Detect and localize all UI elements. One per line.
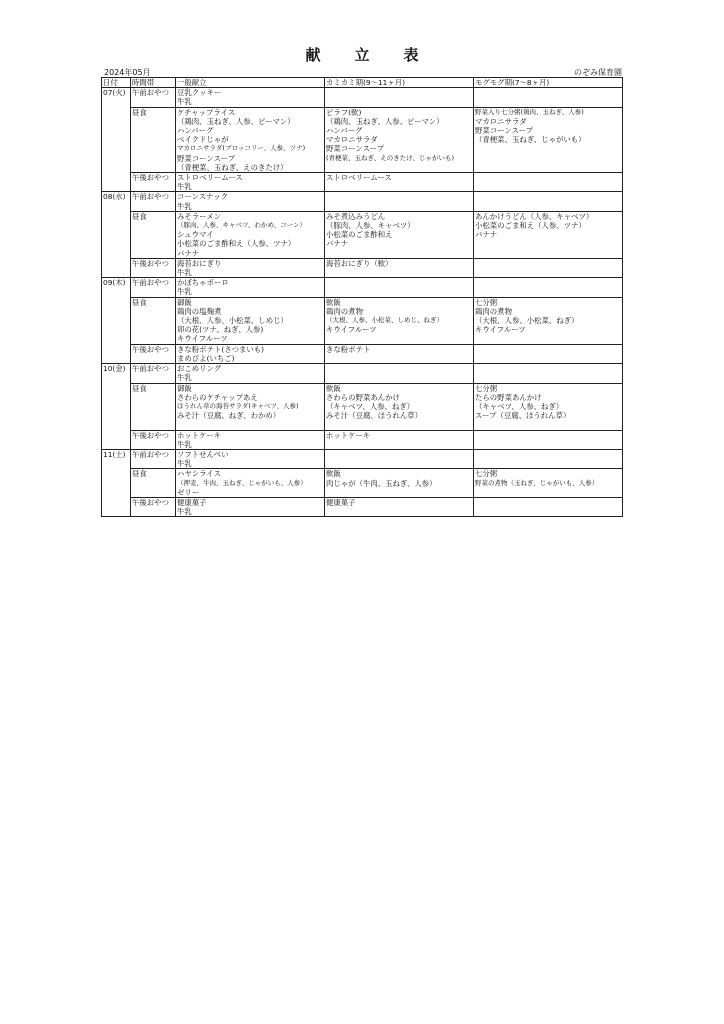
table-row [102, 383, 623, 430]
date-cell: 08(水) [102, 192, 131, 278]
table-row [102, 192, 623, 211]
mogumogu-menu-cell [474, 88, 623, 107]
menu-item-line: 牛乳 [177, 268, 192, 278]
menu-item-line: さわらの野菜あんかけ [326, 392, 400, 402]
menu-item-line: キウイフルーツ [326, 325, 377, 335]
date-cell: 10(金) [102, 364, 131, 450]
time-slot-cell: 午後おやつ [131, 173, 176, 192]
menu-item-line: ホットケーキ [177, 430, 222, 440]
menu-item-line: ゼリー [177, 487, 200, 497]
menu-item-line: バナナ [475, 230, 498, 240]
menu-item-line: ケチャップライス [177, 107, 236, 117]
mogumogu-menu-cell [474, 430, 623, 449]
menu-item-line: ホットケーキ [326, 430, 371, 440]
kamikami-menu-cell [325, 258, 474, 277]
date-cell: 11(土) [102, 449, 131, 516]
menu-item-line: 健康菓子 [177, 497, 207, 507]
menu-item-line: ピラフ(軟) [326, 107, 362, 117]
menu-item-line: かぼちゃボーロ [177, 278, 229, 288]
menu-item-line: 健康菓子 [326, 497, 356, 507]
time-slot-cell: 午後おやつ [131, 344, 176, 363]
menu-item-line: あんかけうどん（人参、キャベツ） [475, 211, 594, 221]
menu-item-line: 小松菜のごま和え（人参、ツナ） [475, 221, 586, 231]
mogumogu-menu-cell [474, 278, 623, 297]
menu-item-line: 御飯 [177, 383, 192, 393]
general-menu-cell [176, 278, 325, 297]
menu-item-line: マカロニサラダ [326, 135, 378, 145]
kamikami-menu-cell [325, 383, 474, 430]
menu-item-line: 野菜入り七分粥(鶏肉、玉ねぎ、人参) [475, 107, 584, 116]
column-header-mogumogu: モグモグ期(7〜8ヶ月) [474, 78, 623, 88]
general-menu-cell [176, 297, 325, 344]
menu-item-line: 七分粥 [475, 469, 498, 479]
menu-item-line: 野菜コーンスープ [177, 153, 236, 163]
kamikami-menu-cell [325, 211, 474, 258]
kamikami-menu-cell [325, 497, 474, 516]
general-menu-cell [176, 344, 325, 363]
menu-item-line: （大根、人参、小松菜、しめじ、ねぎ） [326, 316, 443, 325]
general-menu-cell [176, 383, 325, 430]
table-row [102, 469, 623, 498]
menu-item-line: ベイクドじゃが [177, 135, 229, 145]
menu-table [101, 77, 623, 517]
menu-item-line: 野菜コーンスープ [475, 126, 534, 136]
menu-item-line: 牛乳 [177, 373, 192, 383]
menu-item-line: 小松菜のごま酢和え（人参、ツナ） [177, 239, 296, 249]
menu-item-line: 軟飯 [326, 469, 341, 479]
table-row [102, 211, 623, 258]
menu-item-line: スープ（豆腐、ほうれん草） [475, 411, 571, 421]
menu-item-line: シュウマイ [177, 230, 214, 240]
general-menu-cell [176, 107, 325, 172]
time-slot-cell: 午前おやつ [131, 364, 176, 383]
menu-item-line: キウイフルーツ [177, 334, 228, 344]
menu-item-line: 牛乳 [177, 459, 192, 469]
table-row [102, 88, 623, 107]
time-slot-cell: 午後おやつ [131, 497, 176, 516]
menu-item-line: マカロニサラダ [475, 116, 527, 126]
mogumogu-menu-cell [474, 449, 623, 468]
menu-item-line: （鶏肉、玉ねぎ、人参、ピーマン） [326, 116, 444, 126]
menu-item-line: みそ汁（豆腐、ねぎ、わかめ） [177, 411, 281, 421]
general-menu-cell [176, 449, 325, 468]
time-slot-cell: 昼食 [131, 383, 176, 430]
general-menu-cell [176, 258, 325, 277]
menu-item-line: 鶏肉の煮物 [475, 306, 512, 316]
general-menu-cell [176, 211, 325, 258]
menu-item-line: 豆乳クッキー [177, 88, 222, 98]
menu-item-line: ハンバーグ [177, 126, 214, 136]
table-row [102, 173, 623, 192]
time-slot-cell: 午前おやつ [131, 88, 176, 107]
menu-item-line: 牛乳 [177, 97, 192, 107]
menu-item-line: 海苔おにぎり [177, 258, 222, 268]
mogumogu-menu-cell [474, 383, 623, 430]
mogumogu-menu-cell [474, 344, 623, 363]
mogumogu-menu-cell [474, 497, 623, 516]
kamikami-menu-cell [325, 278, 474, 297]
kamikami-menu-cell [325, 88, 474, 107]
table-row [102, 344, 623, 363]
time-slot-cell: 午後おやつ [131, 258, 176, 277]
menu-item-line: みそ汁（豆腐、ほうれん草） [326, 411, 423, 421]
menu-item-line: きな粉ポテト(さつまいも) [177, 344, 265, 354]
menu-item-line: 牛乳 [177, 507, 192, 517]
menu-item-line: 七分粥 [475, 297, 498, 307]
date-cell: 07(火) [102, 88, 131, 192]
organization-name: のぞみ保育園 [574, 68, 622, 77]
menu-item-line [177, 420, 323, 429]
menu-item-line: （鶏肉、玉ねぎ、人参、ピーマン） [177, 116, 295, 126]
column-header-kamikami: カミカミ期(9〜11ヶ月) [325, 78, 474, 88]
menu-item-line: （大根、人参、小松菜、しめじ） [177, 316, 288, 326]
menu-item-line: 鶏肉の煮物 [326, 306, 363, 316]
menu-item-line: バナナ [326, 239, 349, 249]
time-slot-cell: 昼食 [131, 107, 176, 172]
menu-item-line: 御飯 [177, 297, 192, 307]
mogumogu-menu-cell [474, 364, 623, 383]
menu-item-line: おこめリング [177, 364, 222, 374]
kamikami-menu-cell [325, 449, 474, 468]
column-header-time: 時間帯 [131, 78, 176, 88]
menu-item-line: ハヤシライス [177, 469, 221, 479]
menu-item-line: 肉じゃが（牛肉、玉ねぎ、人参） [326, 478, 437, 488]
menu-item-line: バナナ [177, 248, 200, 258]
menu-item-line: マカロニサラダ(ブロッコリー、人参、ツナ) [177, 144, 306, 153]
mogumogu-menu-cell [474, 107, 623, 172]
menu-item-line: きな粉ポテト [326, 344, 371, 354]
menu-item-line: ストロベリームース [326, 173, 392, 183]
kamikami-menu-cell [325, 469, 474, 498]
mogumogu-menu-cell [474, 297, 623, 344]
menu-body [102, 88, 623, 517]
menu-item-line: （青梗菜、玉ねぎ、えのきたけ） [177, 162, 288, 172]
menu-item-line: みそラーメン [177, 211, 221, 221]
mogumogu-menu-cell [474, 192, 623, 211]
menu-item-line: 卯の花(ツナ、ねぎ、人参) [177, 325, 264, 335]
general-menu-cell [176, 88, 325, 107]
menu-item-line: コーンスナック [177, 192, 229, 202]
menu-item-line: みそ煮込みうどん [326, 211, 386, 221]
menu-item-line: ストロベリームース [177, 173, 243, 183]
date-cell: 09(木) [102, 278, 131, 364]
kamikami-menu-cell [325, 297, 474, 344]
table-row [102, 449, 623, 468]
general-menu-cell [176, 430, 325, 449]
time-slot-cell: 午前おやつ [131, 449, 176, 468]
year-month-label: 2024年05月 [104, 68, 151, 77]
menu-item-line: 軟飯 [326, 297, 341, 307]
time-slot-cell: 午前おやつ [131, 278, 176, 297]
kamikami-menu-cell [325, 107, 474, 172]
general-menu-cell [176, 469, 325, 498]
general-menu-cell [176, 173, 325, 192]
time-slot-cell: 昼食 [131, 469, 176, 498]
time-slot-cell: 昼食 [131, 297, 176, 344]
menu-item-line: たらの野菜あんかけ [475, 392, 542, 402]
time-slot-cell: 昼食 [131, 211, 176, 258]
table-row [102, 364, 623, 383]
menu-item-line: (青梗菜、玉ねぎ、えのきたけ、じゃがいも) [326, 153, 455, 162]
menu-item-line: まめぴよ(いちご) [177, 353, 235, 363]
menu-item-line: ほうれん草の海苔サラダ(キャベツ、人参) [177, 401, 299, 410]
menu-item-line: 軟飯 [326, 383, 341, 393]
kamikami-menu-cell [325, 430, 474, 449]
kamikami-menu-cell [325, 173, 474, 192]
mogumogu-menu-cell [474, 469, 623, 498]
menu-item-line: ハンバーグ [326, 126, 363, 136]
menu-item-line: （青梗菜、玉ねぎ、じゃがいも） [475, 135, 586, 145]
column-header-date: 日付 [102, 78, 131, 88]
time-slot-cell: 午後おやつ [131, 430, 176, 449]
table-row [102, 258, 623, 277]
menu-item-line: （豚肉、人参、キャベツ、わかめ、コーン） [177, 221, 307, 230]
table-row [102, 297, 623, 344]
menu-item-line: キウイフルーツ [475, 325, 526, 335]
menu-item-line: 海苔おにぎり（軟） [326, 258, 393, 268]
table-row [102, 107, 623, 172]
menu-item-line: 野菜の煮物（玉ねぎ、じゃがいも、人参） [475, 478, 599, 487]
menu-item-line: （豚肉、人参、キャベツ） [326, 221, 415, 231]
kamikami-menu-cell [325, 344, 474, 363]
menu-item-line: （キャベツ、人参、ねぎ） [475, 401, 564, 411]
menu-item-line: （キャベツ、人参、ねぎ） [326, 401, 415, 411]
general-menu-cell [176, 364, 325, 383]
menu-item-line: 牛乳 [177, 287, 192, 297]
menu-item-line: （押麦、牛肉、玉ねぎ、じゃがいも、人参） [177, 478, 307, 487]
menu-item-line: 七分粥 [475, 383, 498, 393]
table-row [102, 430, 623, 449]
menu-item-line: 牛乳 [177, 182, 192, 192]
kamikami-menu-cell [325, 192, 474, 211]
page-title: 献立表 [305, 46, 453, 64]
header-row [102, 78, 623, 88]
general-menu-cell [176, 192, 325, 211]
mogumogu-menu-cell [474, 211, 623, 258]
mogumogu-menu-cell [474, 258, 623, 277]
menu-item-line: 牛乳 [177, 201, 192, 211]
general-menu-cell [176, 497, 325, 516]
menu-item-line: 野菜コーンスープ [326, 144, 385, 154]
table-row [102, 497, 623, 516]
column-header-general: 一般献立 [176, 78, 325, 88]
kamikami-menu-cell [325, 364, 474, 383]
menu-item-line: ソフトせんべい [177, 449, 229, 459]
menu-item-line: さわらのケチャップあえ [177, 392, 258, 402]
time-slot-cell: 午前おやつ [131, 192, 176, 211]
menu-item-line: 牛乳 [177, 439, 192, 449]
mogumogu-menu-cell [474, 173, 623, 192]
table-row [102, 278, 623, 297]
menu-item-line: 鶏肉の塩麹煮 [177, 306, 222, 316]
menu-item-line: 小松菜のごま酢和え [326, 230, 393, 240]
menu-item-line: （大根、人参、小松菜、ねぎ） [475, 316, 579, 326]
